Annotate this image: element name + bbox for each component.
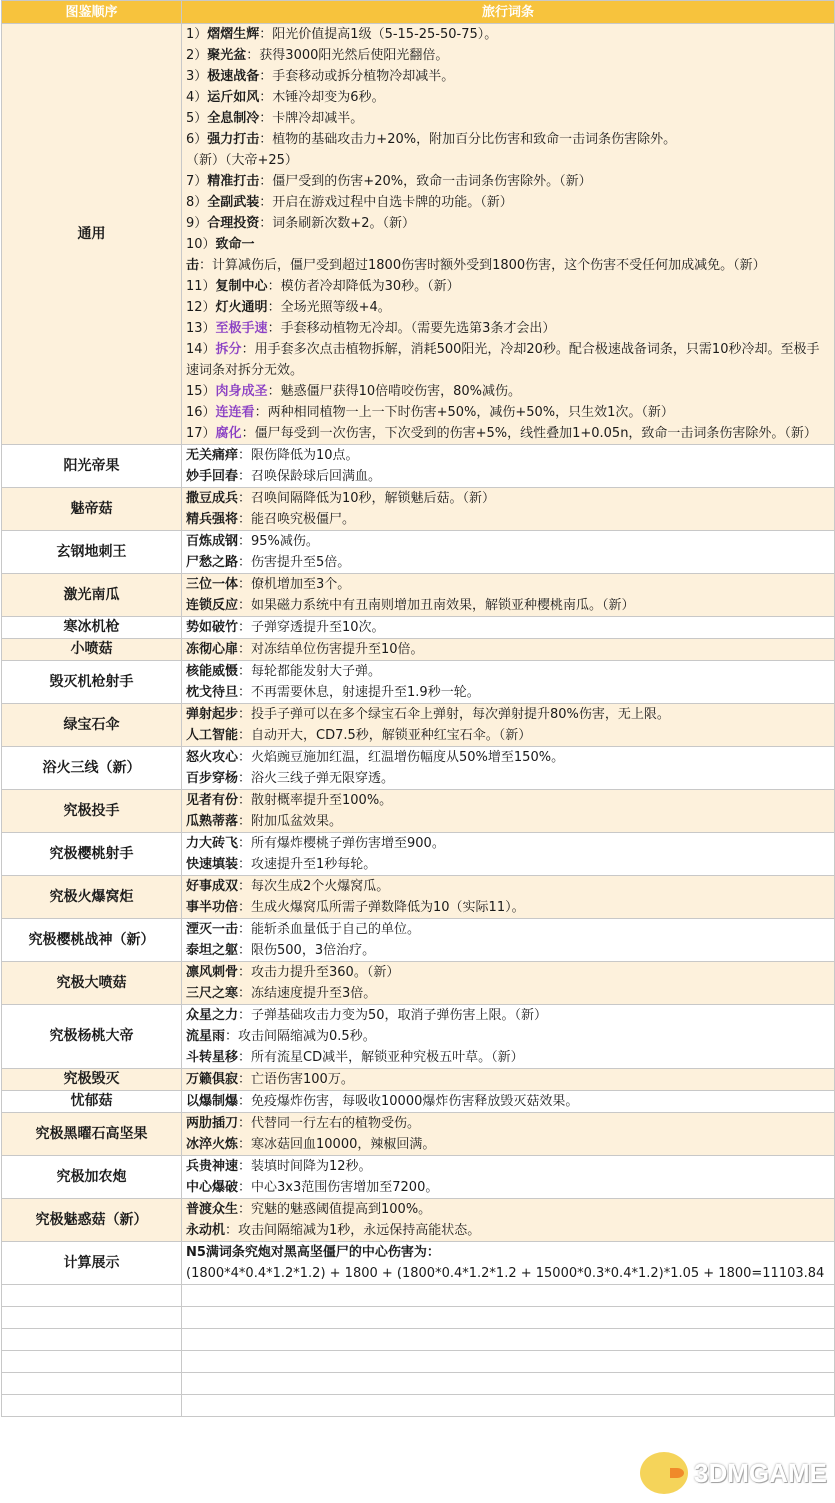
entry-line [186, 466, 830, 487]
table-row [2, 617, 835, 639]
entry-name: 众星之力 [186, 1008, 239, 1023]
entry-line [186, 983, 830, 1004]
entries-cell [182, 24, 835, 445]
category-cell: 通用 [2, 24, 182, 445]
entry-name: 百步穿杨 [186, 771, 239, 786]
entry-desc: ：攻击间隔缩减为1秒，永远保持高能状态。 [225, 1223, 481, 1238]
calc-formula: (1800*4*0.4*1.2*1.2) + 1800 + (1800*0.4*1.2*1.2 + 15000*0.3*0.4*1.2)*1.05 + 1800=11103.84 [186, 1266, 825, 1281]
entry-number: 1） [186, 27, 208, 42]
entries-cell [182, 574, 835, 617]
entry-name: 运斤如风 [207, 90, 260, 105]
entry-number: 16） [186, 405, 216, 420]
empty-cell [2, 1329, 182, 1351]
entry-extra: （新）（大帝+25） [186, 153, 298, 168]
category-cell: 绿宝石伞 [2, 704, 182, 747]
entry-number: 8） [186, 195, 208, 210]
entry-line [186, 87, 830, 108]
table-row [2, 876, 835, 919]
table-row [2, 1005, 835, 1069]
entry-line [186, 574, 830, 595]
table-row [2, 1156, 835, 1199]
entries-cell [182, 747, 835, 790]
category-cell: 究极加农炮 [2, 1156, 182, 1199]
entries-cell [182, 1069, 835, 1091]
entry-desc: ：投手子弹可以在多个绿宝石伞上弹射，每次弹射提升80%伤害，无上限。 [238, 707, 670, 722]
entry-line [186, 833, 830, 854]
entry-desc: ：限伤500，3倍治疗。 [238, 943, 376, 958]
entry-line [186, 1047, 830, 1068]
category-cell: 玄钢地刺王 [2, 531, 182, 574]
entry-desc: ：僵尸受到的伤害+20%，致命一击词条伤害除外。（新） [259, 174, 592, 189]
entry-number: 2） [186, 48, 208, 63]
entry-line [186, 297, 830, 318]
entry-name: 怒火攻心 [186, 750, 239, 765]
entry-desc: ：开启在游戏过程中自选卡牌的功能。（新） [259, 195, 513, 210]
entry-name: 精准打击 [207, 174, 260, 189]
entry-desc: ：自动开大，CD7.5秒，解锁亚种红宝石伞。（新） [238, 728, 532, 743]
entry-name: 斗转星移 [186, 1050, 239, 1065]
chick-logo-icon [640, 1452, 688, 1494]
table-row [2, 747, 835, 790]
category-cell: 计算展示 [2, 1242, 182, 1285]
category-cell: 小喷菇 [2, 639, 182, 661]
entry-line [186, 1091, 830, 1112]
entry-desc: ：计算减伤后，僵尸受到超过1800伤害时额外受到1800伤害，这个伤害不受任何加成减免。（新） [199, 258, 766, 273]
entry-name: 尸愁之路 [186, 555, 239, 570]
entry-line [186, 1199, 830, 1220]
entry-desc: ：能斩杀血量低于自己的单位。 [238, 922, 421, 937]
empty-cell [182, 1395, 835, 1417]
entry-line [186, 768, 830, 789]
entry-line [186, 276, 830, 297]
entries-cell [182, 962, 835, 1005]
table-row [2, 919, 835, 962]
entry-desc: ：亡语伤害100万。 [238, 1072, 354, 1087]
entry-desc: ：所有爆炸樱桃子弹伤害增至900。 [238, 836, 445, 851]
entries-cell [182, 1199, 835, 1242]
entry-desc: ：获得3000阳光然后使阳光翻倍。 [246, 48, 449, 63]
entry-line [186, 45, 830, 66]
entries-cell [182, 1156, 835, 1199]
table-row [2, 445, 835, 488]
entry-line [186, 811, 830, 832]
empty-row [2, 1285, 835, 1307]
entry-name: 全息制冷 [207, 111, 260, 126]
empty-cell [182, 1285, 835, 1307]
entry-desc: ：召唤间隔降低为10秒，解锁魅后菇。（新） [238, 491, 496, 506]
entry-line [186, 234, 830, 276]
entry-line [186, 381, 830, 402]
entry-number: 11） [186, 279, 216, 294]
category-cell: 毁灭机枪射手 [2, 661, 182, 704]
entry-line [186, 488, 830, 509]
table-row [2, 488, 835, 531]
category-cell: 魅帝菇 [2, 488, 182, 531]
entry-name: 肉身成圣 [215, 384, 268, 399]
table-row [2, 1091, 835, 1113]
entry-name: 无关痛痒 [186, 448, 239, 463]
category-cell: 忧郁菇 [2, 1091, 182, 1113]
entry-name: 三尺之寒 [186, 986, 239, 1001]
table-row [2, 704, 835, 747]
entry-desc: ：附加瓜盆效果。 [238, 814, 343, 829]
entry-line [186, 423, 830, 444]
entries-cell [182, 1091, 835, 1113]
watermark-text: 3DMGAME [694, 1457, 827, 1488]
entry-name: 泰坦之躯 [186, 943, 239, 958]
entry-line [186, 1026, 830, 1047]
entry-desc: ：所有流星CD减半，解锁亚种究极五叶草。（新） [238, 1050, 524, 1065]
entry-name: 快速填装 [186, 857, 239, 872]
table-row [2, 1242, 835, 1285]
category-cell: 寒冰机枪 [2, 617, 182, 639]
category-cell: 究极大喷菇 [2, 962, 182, 1005]
entry-name: 永动机 [186, 1223, 226, 1238]
entry-line [186, 1069, 830, 1090]
entry-desc: ：究魅的魅惑阈值提高到100%。 [238, 1202, 432, 1217]
entry-name: 聚光盆 [207, 48, 247, 63]
table-row [2, 24, 835, 445]
entry-number: 4） [186, 90, 208, 105]
entries-cell [182, 1113, 835, 1156]
entry-desc: ：代替同一行左右的植物受伤。 [238, 1116, 421, 1131]
entry-desc: ：召唤保龄球后回满血。 [238, 469, 382, 484]
calc-cell [182, 1242, 835, 1285]
entry-desc: ：限伤降低为10点。 [238, 448, 359, 463]
entries-cell [182, 639, 835, 661]
table-row [2, 790, 835, 833]
entry-desc: ：火焰豌豆施加红温，红温增伤幅度从50%增至150%。 [238, 750, 565, 765]
entry-number: 17） [186, 426, 216, 441]
entry-name: 三位一体 [186, 577, 239, 592]
entry-name: 强力打击 [207, 132, 260, 147]
category-cell: 阳光帝果 [2, 445, 182, 488]
entry-desc: ：能召唤究极僵尸。 [238, 512, 356, 527]
entry-name: 力大砖飞 [186, 836, 239, 851]
entry-name: 致命一击 [186, 237, 255, 273]
entry-number: 10） [186, 237, 216, 252]
entry-name: 熠熠生辉 [207, 27, 260, 42]
entry-line [186, 854, 830, 875]
empty-cell [2, 1373, 182, 1395]
category-cell: 究极投手 [2, 790, 182, 833]
entry-line [186, 682, 830, 703]
entry-desc: ：中心3x3范围伤害增加至7200。 [238, 1180, 439, 1195]
entry-desc: ：不再需要休息，射速提升至1.9秒一轮。 [238, 685, 480, 700]
entry-name: 灯火通明 [215, 300, 268, 315]
entry-line [186, 66, 830, 87]
calc-title: N5满词条究炮对黑高坚僵尸的中心伤害为： [186, 1245, 440, 1260]
entry-desc: ：每次生成2个火爆窝瓜。 [238, 879, 390, 894]
entry-name: 以爆制爆 [186, 1094, 239, 1109]
entries-cell [182, 617, 835, 639]
entry-desc: ：植物的基础攻击力+20%，附加百分比伤害和致命一击词条伤害除外。 [259, 132, 677, 147]
empty-row [2, 1395, 835, 1417]
entry-line [186, 129, 830, 171]
table-row [2, 639, 835, 661]
entry-name: 腐化 [215, 426, 242, 441]
entry-desc: ：魅惑僵尸获得10倍啃咬伤害，80%减伤。 [267, 384, 521, 399]
entry-line [186, 595, 830, 616]
entry-line [186, 962, 830, 983]
category-cell: 究极黑曜石高坚果 [2, 1113, 182, 1156]
entry-desc: ：手套移动植物无冷却。（需要先选第3条才会出） [267, 321, 556, 336]
entry-name: 兵贵神速 [186, 1159, 239, 1174]
table-row [2, 962, 835, 1005]
empty-cell [182, 1329, 835, 1351]
category-cell: 究极毁灭 [2, 1069, 182, 1091]
empty-row [2, 1329, 835, 1351]
entry-desc: ：散射概率提升至100%。 [238, 793, 393, 808]
category-cell: 究极魅惑菇（新） [2, 1199, 182, 1242]
entry-name: 事半功倍 [186, 900, 239, 915]
entry-desc: ：每轮都能发射大子弹。 [238, 664, 382, 679]
table-row [2, 661, 835, 704]
entry-line [186, 1220, 830, 1241]
entry-name: 万籁俱寂 [186, 1072, 239, 1087]
table-header-row [2, 1, 835, 24]
table-row [2, 1199, 835, 1242]
entry-line [186, 213, 830, 234]
entry-number: 6） [186, 132, 208, 147]
empty-cell [2, 1395, 182, 1417]
entry-desc: ：攻速提升至1秒每轮。 [238, 857, 377, 872]
entry-desc: ：木锤冷却变为6秒。 [259, 90, 385, 105]
entry-name: 妙手回春 [186, 469, 239, 484]
entry-desc: ：生成火爆窝瓜所需子弹数降低为10（实际11）。 [238, 900, 525, 915]
entry-line [186, 108, 830, 129]
entry-line [186, 24, 830, 45]
entry-desc: ：僚机增加至3个。 [238, 577, 351, 592]
entry-name: 至极手速 [215, 321, 268, 336]
entries-cell [182, 704, 835, 747]
entry-name: 百炼成钢 [186, 534, 239, 549]
entry-line [186, 617, 830, 638]
entry-desc: ：冻结速度提升至3倍。 [238, 986, 377, 1001]
entry-name: 拆分 [215, 342, 242, 357]
empty-row [2, 1373, 835, 1395]
entry-line [186, 897, 830, 918]
entry-name: 湮灭一击 [186, 922, 239, 937]
empty-row [2, 1351, 835, 1373]
entries-cell [182, 876, 835, 919]
entry-line [186, 1156, 830, 1177]
entry-number: 12） [186, 300, 216, 315]
entry-line [186, 1134, 830, 1155]
entry-number: 7） [186, 174, 208, 189]
entry-desc: ：对冻结单位伤害提升至10倍。 [238, 642, 424, 657]
entry-desc: ：寒冰菇回血10000，辣椒回满。 [238, 1137, 436, 1152]
entry-name: 弹射起步 [186, 707, 239, 722]
entry-line [186, 339, 830, 381]
entry-desc: ：模仿者冷却降低为30秒。（新） [267, 279, 460, 294]
category-cell: 究极樱桃战神（新） [2, 919, 182, 962]
entry-desc: ：两种相同植物一上一下时伤害+50%，减伤+50%，只生效1次。（新） [254, 405, 674, 420]
entry-desc: ：95%减伤。 [238, 534, 319, 549]
entry-name: 中心爆破 [186, 1180, 239, 1195]
entry-name: 核能威慑 [186, 664, 239, 679]
entry-name: 极速战备 [207, 69, 260, 84]
entry-desc: ：用手套多次点击植物拆解，消耗500阳光，冷却20秒。配合极速战备词条，只需10秒冷却。至极手速词条对拆分无效。 [186, 342, 820, 378]
empty-cell [2, 1285, 182, 1307]
entries-cell [182, 790, 835, 833]
entry-name: 普渡众生 [186, 1202, 239, 1217]
entry-line [186, 509, 830, 530]
entry-line [186, 725, 830, 746]
entry-desc: ：子弹基础攻击力变为50，取消子弹伤害上限。（新） [238, 1008, 548, 1023]
entry-line [186, 876, 830, 897]
entry-line [186, 171, 830, 192]
entry-line [186, 445, 830, 466]
table-row [2, 1113, 835, 1156]
entry-name: 势如破竹 [186, 620, 239, 635]
entry-line [186, 1005, 830, 1026]
entry-name: 见者有份 [186, 793, 239, 808]
entry-desc: ：词条刷新次数+2。（新） [259, 216, 415, 231]
entry-name: 连锁反应 [186, 598, 239, 613]
entry-desc: ：装填时间降为12秒。 [238, 1159, 372, 1174]
entry-number: 14） [186, 342, 216, 357]
empty-cell [182, 1373, 835, 1395]
entry-desc: ：攻击间隔缩减为0.5秒。 [225, 1029, 376, 1044]
entry-name: 人工智能 [186, 728, 239, 743]
entries-cell [182, 833, 835, 876]
entry-line [186, 1177, 830, 1198]
empty-cell [2, 1307, 182, 1329]
entries-cell [182, 445, 835, 488]
table-row [2, 531, 835, 574]
entry-line [186, 531, 830, 552]
entry-name: 连连看 [215, 405, 255, 420]
table-row [2, 833, 835, 876]
entry-number: 5） [186, 111, 208, 126]
entry-name: 复制中心 [215, 279, 268, 294]
entry-line [186, 1113, 830, 1134]
entry-desc: ：卡牌冷却减半。 [259, 111, 364, 126]
watermark [640, 1448, 830, 1498]
entry-number: 3） [186, 69, 208, 84]
category-cell: 究极樱桃射手 [2, 833, 182, 876]
entry-name: 瓜熟蒂落 [186, 814, 239, 829]
empty-cell [182, 1307, 835, 1329]
header-order: 图鉴顺序 [2, 1, 182, 24]
entry-desc: ：如果磁力系统中有丑南则增加丑南效果，解锁亚种樱桃南瓜。（新） [238, 598, 635, 613]
entries-cell [182, 531, 835, 574]
empty-cell [2, 1351, 182, 1373]
empty-cell [182, 1351, 835, 1373]
entry-line [186, 919, 830, 940]
entry-desc: ：阳光价值提高1级（5-15-25-50-75）。 [259, 27, 498, 42]
strategy-table [1, 0, 835, 1417]
entry-desc: ：僵尸每受到一次伤害，下次受到的伤害+5%，线性叠加1+0.05n，致命一击词条伤害除外。（新） [241, 426, 817, 441]
entries-cell [182, 1005, 835, 1069]
entry-line [186, 639, 830, 660]
table-row [2, 1069, 835, 1091]
entry-line [186, 661, 830, 682]
category-cell: 究极火爆窝炬 [2, 876, 182, 919]
entry-number: 13） [186, 321, 216, 336]
entries-cell [182, 919, 835, 962]
entry-name: 凛风刺骨 [186, 965, 239, 980]
entry-name: 撒豆成兵 [186, 491, 239, 506]
entry-name: 两肋插刀 [186, 1116, 239, 1131]
table-row [2, 574, 835, 617]
entry-line [186, 747, 830, 768]
entry-line [186, 940, 830, 961]
header-entries: 旅行词条 [182, 1, 835, 24]
entry-name: 冻彻心扉 [186, 642, 239, 657]
entry-line [186, 704, 830, 725]
entry-desc: ：免疫爆炸伤害，每吸收10000爆炸伤害释放毁灭菇效果。 [238, 1094, 579, 1109]
category-cell: 浴火三线（新） [2, 747, 182, 790]
entry-line [186, 790, 830, 811]
entry-number: 9） [186, 216, 208, 231]
entry-line [186, 402, 830, 423]
empty-row [2, 1307, 835, 1329]
category-cell: 激光南瓜 [2, 574, 182, 617]
entry-desc: ：全场光照等级+4。 [267, 300, 391, 315]
entry-line [186, 318, 830, 339]
entry-desc: ：手套移动或拆分植物冷却减半。 [259, 69, 455, 84]
entry-desc: ：浴火三线子弹无限穿透。 [238, 771, 395, 786]
entry-desc: ：伤害提升至5倍。 [238, 555, 351, 570]
category-cell: 究极杨桃大帝 [2, 1005, 182, 1069]
entry-name: 全副武装 [207, 195, 260, 210]
entry-name: 好事成双 [186, 879, 239, 894]
entry-name: 精兵强将 [186, 512, 239, 527]
entry-name: 枕戈待旦 [186, 685, 239, 700]
entries-cell [182, 488, 835, 531]
entry-line [186, 552, 830, 573]
entry-desc: ：攻击力提升至360。（新） [238, 965, 400, 980]
entry-number: 15） [186, 384, 216, 399]
entry-desc: ：子弹穿透提升至10次。 [238, 620, 385, 635]
entry-name: 流星雨 [186, 1029, 226, 1044]
entries-cell [182, 661, 835, 704]
entry-name: 合理投资 [207, 216, 260, 231]
entry-line [186, 192, 830, 213]
entry-name: 冰淬火炼 [186, 1137, 239, 1152]
